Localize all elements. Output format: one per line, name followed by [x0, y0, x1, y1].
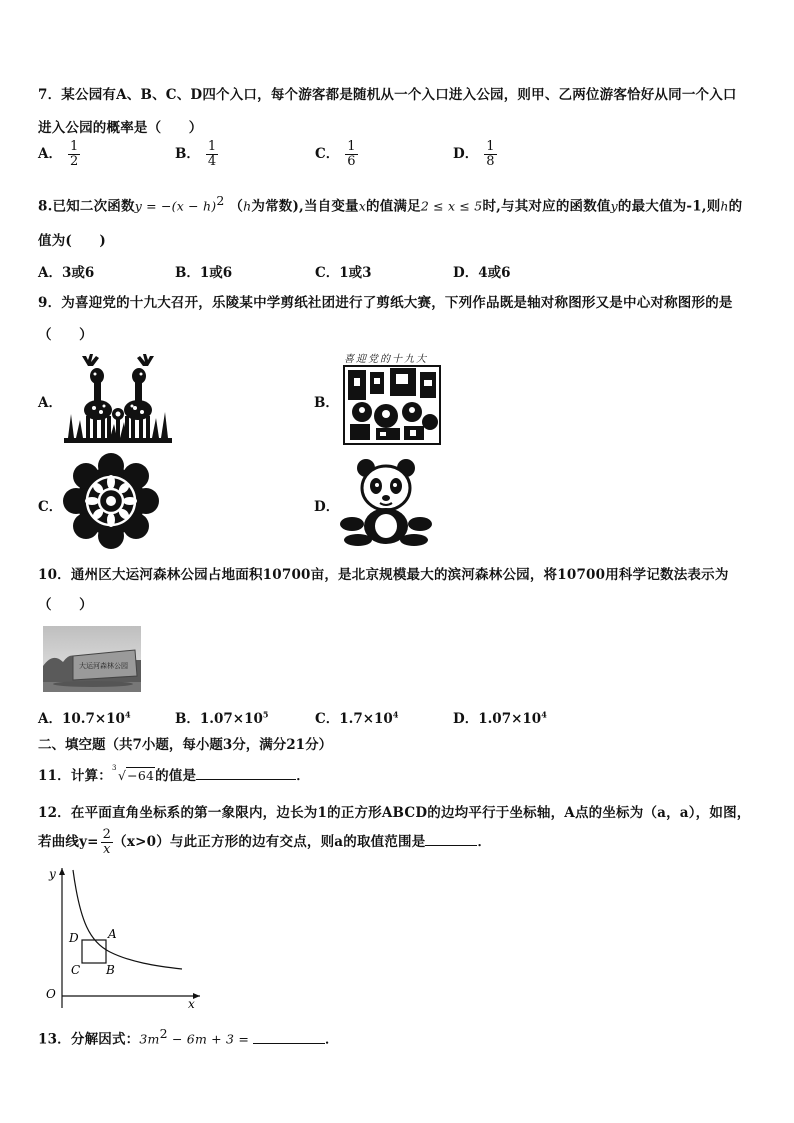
cube-root: 3 √−64 — [112, 764, 155, 783]
q7-line2: 进入公园的概率是（ ） — [38, 120, 203, 136]
option-label: B． — [175, 146, 200, 162]
q10-option-c: C．$1.7\times 10^4$ — [315, 709, 399, 727]
origin-label: O — [46, 987, 56, 1001]
square-abcd — [82, 940, 106, 963]
q8-line1: 8.已知二次函数$y = -(x - h)^2$ （h为常数),当自变量x的值满足2 ≤ x ≤ 5时,与其对应的函数值y的最大值为-1,则h的 — [38, 193, 743, 215]
y-axis-label: y — [49, 867, 56, 881]
point-c-label: C — [71, 963, 81, 977]
x-range: 2 ≤ x ≤ 5 — [420, 198, 483, 214]
q10-line1: 10．通州区大运河森林公园占地面积10700亩，是北京规模最大的滨河森林公园，将10700用科学记数法表示为 — [38, 567, 729, 583]
q11-answer-blank[interactable] — [196, 765, 296, 780]
q7-option-b — [175, 140, 218, 169]
fraction-2-over-x: $\frac{2}{x}$ — [102, 827, 112, 857]
q8-option-b: B．1或6 — [175, 265, 233, 281]
deer-papercut-image — [64, 352, 172, 444]
q7-option-c — [315, 140, 358, 169]
option-label: D． — [453, 146, 479, 162]
q9-line1: 9．为喜迎党的十九大召开，乐陵某中学剪纸社团进行了剪纸大赛，下列作品既是轴对称图形又是中心对称图形的是 — [38, 295, 733, 311]
q10-option-b: B．$1.07\times 10^5$ — [175, 709, 269, 727]
q8-option-a: A．3或6 — [38, 265, 95, 281]
q8-option-c: C．1或3 — [315, 265, 372, 281]
point-a-label: A — [108, 927, 117, 941]
q12-line2: 若曲线y= $\frac{2}{x}$ （x>0）与此正方形的边有交点，则a的取值范围是 ． — [38, 827, 492, 857]
fraction: $\frac{1}{8}$ — [486, 139, 495, 169]
party-papercut-image — [340, 350, 444, 446]
hyperbola-curve — [73, 870, 182, 969]
q12-line1: 12．在平面直角坐标系的第一象限内，边长为1的正方形ABCD的边均平行于坐标轴，A点的坐标为（a，a），如图， — [38, 805, 751, 821]
q12-answer-blank[interactable] — [425, 831, 477, 846]
q10-option-a: A．$10.7\times 10^4$ — [38, 709, 131, 727]
q7-option-d — [453, 140, 497, 169]
q10-line2: （ ） — [38, 597, 93, 613]
option-label: C． — [315, 146, 340, 162]
q7-option-a — [38, 140, 80, 169]
q9-line2: （ ） — [38, 327, 93, 343]
y-axis-arrow — [59, 868, 65, 875]
q9-option-c-label: C． — [38, 499, 63, 515]
quadratic-function: y = −(x − h) — [134, 198, 217, 214]
x-axis-label: x — [188, 997, 195, 1010]
flower-papercut-image — [62, 452, 160, 550]
q9-option-a-label: A． — [38, 395, 62, 411]
fraction: $\frac{1}{2}$ — [69, 139, 79, 169]
papercut-caption: 喜迎党的十九大 — [344, 354, 428, 365]
q8-line2: 值为( ) — [38, 233, 106, 249]
fraction: $\frac{1}{4}$ — [207, 139, 217, 169]
point-b-label: B — [106, 963, 115, 977]
q7-line1: 7．某公园有A、B、C、D四个入口，每个游客都是随机从一个入口进入公园，则甲、乙两位游客恰好从同一个入口 — [38, 87, 737, 103]
hyperbola-square-graph — [40, 862, 205, 1010]
q9-option-b-label: B． — [314, 395, 339, 411]
option-label: A． — [38, 146, 62, 162]
panda-papercut-image — [340, 458, 432, 546]
q13-line: 13．分解因式：$3m^2 - 6m + 3$ = ． — [38, 1026, 339, 1048]
section-fill-in-blank-title: 二、填空题（共7小题，每小题3分，满分21分） — [38, 737, 333, 753]
q11-line: 11．计算： 3 √−64的值是 ． — [38, 764, 310, 784]
q10-option-d: D．$1.07\times 10^4$ — [453, 709, 547, 727]
q13-answer-blank[interactable] — [253, 1029, 325, 1044]
q8-option-d: D．4或6 — [453, 265, 511, 281]
park-stone-photo — [43, 626, 141, 692]
stone-inscription: 大运河森林公园 — [79, 662, 128, 670]
q9-option-d-label: D． — [314, 499, 340, 515]
fraction: $\frac{1}{6}$ — [347, 139, 356, 169]
point-d-label: D — [69, 931, 79, 945]
